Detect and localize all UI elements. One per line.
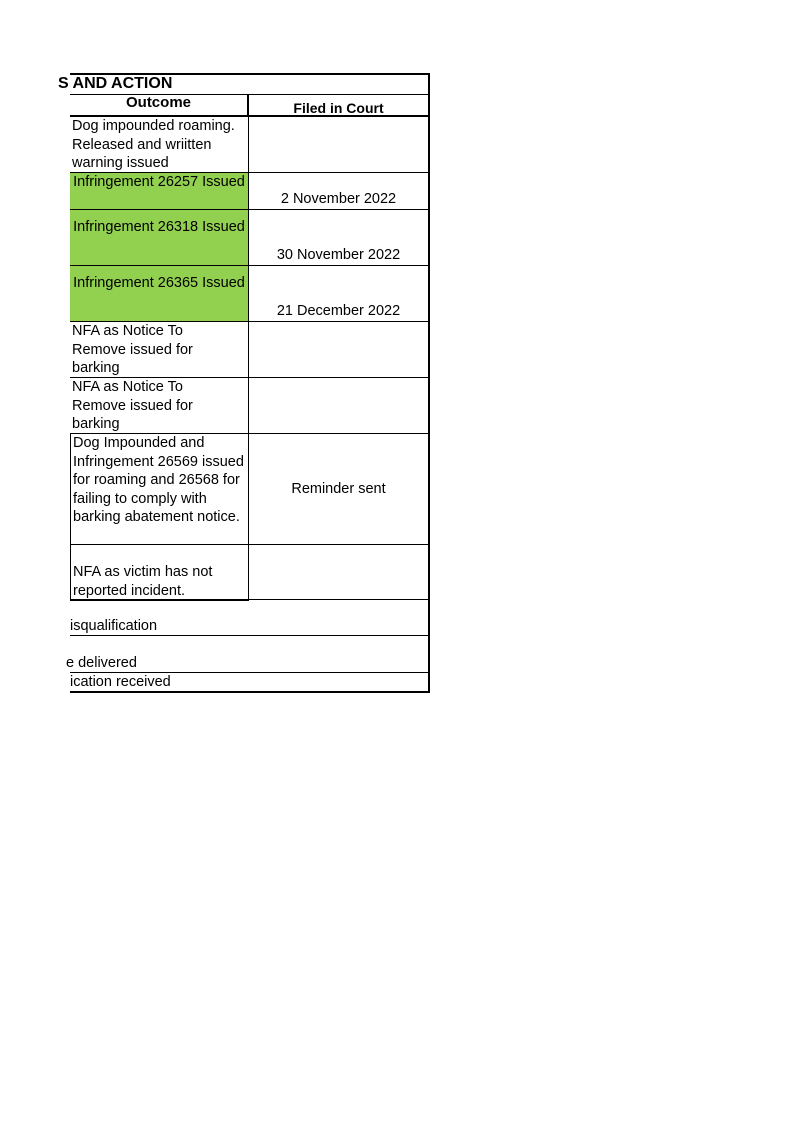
filed-in-court-column-header: Filed in Court <box>249 95 428 117</box>
filed-in-court-cell <box>249 322 428 378</box>
outcome-column-header: Outcome <box>70 95 249 117</box>
filed-in-court-cell <box>249 545 428 601</box>
outcome-cell: Infringement 26318 Issued <box>70 210 249 266</box>
legend-row <box>66 636 428 673</box>
legend-row <box>70 673 428 691</box>
legend-text: isqualification <box>70 618 158 634</box>
action-table <box>58 73 430 693</box>
filed-in-court-value: 2 November 2022 <box>280 190 397 207</box>
outcome-cell: NFA as victim has not reported incident. <box>70 545 249 601</box>
outcome-cell: NFA as Notice To Remove issued for barking <box>70 322 249 378</box>
legend-text: e delivered <box>66 655 137 671</box>
outcome-cell: Infringement 26365 Issued <box>70 266 249 322</box>
filed-in-court-cell <box>249 117 428 173</box>
filed-in-court-cell <box>249 434 428 545</box>
outcome-cell: NFA as Notice To Remove issued for barking <box>70 378 249 434</box>
filed-in-court-cell <box>249 173 428 210</box>
legend-text: ication received <box>70 674 171 690</box>
table-title: S AND ACTION <box>58 75 173 92</box>
filed-in-court-value: 21 December 2022 <box>276 302 401 319</box>
legend-row <box>70 599 428 636</box>
filed-in-court-cell <box>249 378 428 434</box>
table-title-row <box>58 73 428 95</box>
outcome-cell: Dog Impounded and Infringement 26569 issued for roaming and 26568 for failing to comply with barking abatement notice. <box>70 434 249 545</box>
filed-in-court-value: 30 November 2022 <box>276 246 401 263</box>
filed-in-court-cell <box>249 210 428 266</box>
outcome-cell: Dog impounded roaming. Released and wriitten warning issued <box>70 117 249 173</box>
filed-in-court-value: Reminder sent <box>291 480 386 497</box>
filed-in-court-cell <box>249 266 428 322</box>
outcome-cell: Infringement 26257 Issued <box>70 173 249 210</box>
